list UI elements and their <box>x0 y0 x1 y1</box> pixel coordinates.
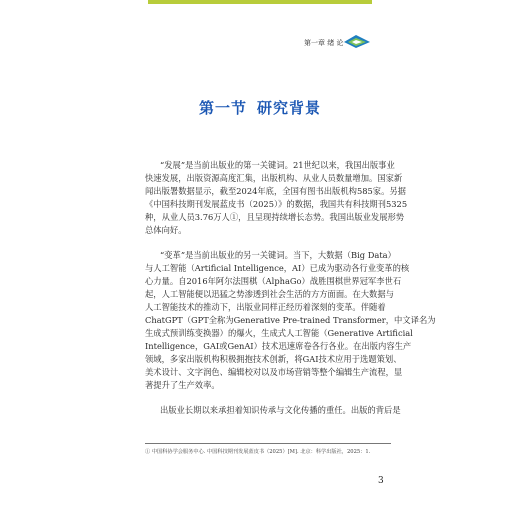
paragraph-2-line-9: 领域，多家出版机构积极拥抱技术创新，将GAI技术应用于选题策划、 <box>145 354 402 364</box>
paragraph-2-line-6: ChatGPT（GPT全称为Generative Pre-trained Transformer，中文译名为 <box>145 315 436 325</box>
paragraph-1-line-6: 总体向好。 <box>145 225 187 235</box>
paragraph-1-line-4: 《中国科技期刊发展蓝皮书（2025）》的数据，我国共有科技期刊5325 <box>145 199 408 209</box>
paragraph-2-line-3: 心力量。自2016年阿尔法围棋（AlphaGo）战胜围棋世界冠军李世石 <box>145 276 402 286</box>
footnote-rule <box>145 443 391 444</box>
paragraph-3-line-1: 出版业长期以来承担着知识传承与文化传播的重任。出版的背后是 <box>160 405 401 415</box>
paragraph-2-line-11: 著提升了生产效率。 <box>145 380 220 390</box>
paragraph-1-line-5: 种，从业人员3.76万人①，且呈现持续增长态势。我国出版业发展形势 <box>145 212 405 222</box>
paragraph-2-line-5: 人工智能技术的推动下，出版业同样正经历着深刻的变革。伴随着 <box>145 302 386 312</box>
top-color-bar <box>148 0 372 4</box>
paragraph-2-line-10: 美术设计、文字润色、编辑校对以及市场营销等整个编辑生产流程，显 <box>145 367 403 377</box>
page-number: 3 <box>378 476 384 486</box>
paragraph-1-line-1: “发展”是当前出版业的第一关键词。21世纪以来，我国出版事业 <box>160 160 395 170</box>
paragraph-2-line-8: Intelligence，GAI或GenAI）技术迅速席卷各行各业。在出版内容生产 <box>145 341 412 351</box>
paragraph-1-line-2: 快速发展，出版资源高度汇集，出版机构、从业人员数量增加。国家新 <box>145 173 403 183</box>
section-title <box>0 97 520 118</box>
paragraph-2-line-2: 与人工智能（Artificial Intelligence，AI）已成为驱动各行业变革的核 <box>145 263 410 273</box>
chapter-header: 第一章 绪 论 <box>304 39 344 47</box>
paragraph-2-line-7: 生成式预训练变换器）的爆火，生成式人工智能（Generative Artificial <box>145 328 413 338</box>
paragraph-2-line-4: 起，人工智能便以迅猛之势渗透到社会生活的方方面面。在大数据与 <box>145 289 394 299</box>
paragraph-2-line-1: “变革”是当前出版业的另一关键词。当下，大数据（Big Data） <box>160 250 396 260</box>
section-name: 研究背景 <box>257 99 322 117</box>
chapter-logo-icon <box>342 33 372 49</box>
section-number: 第一节 <box>198 99 247 117</box>
paragraph-1-line-3: 闻出版署数据显示，截至2024年底，全国有图书出版机构585家。另据 <box>145 186 406 196</box>
footnote: ① 中国科协学会服务中心. 中国科技期刊发展蓝皮书（2025）[M]. 北京：科学出版社，2025：1. <box>145 449 371 455</box>
